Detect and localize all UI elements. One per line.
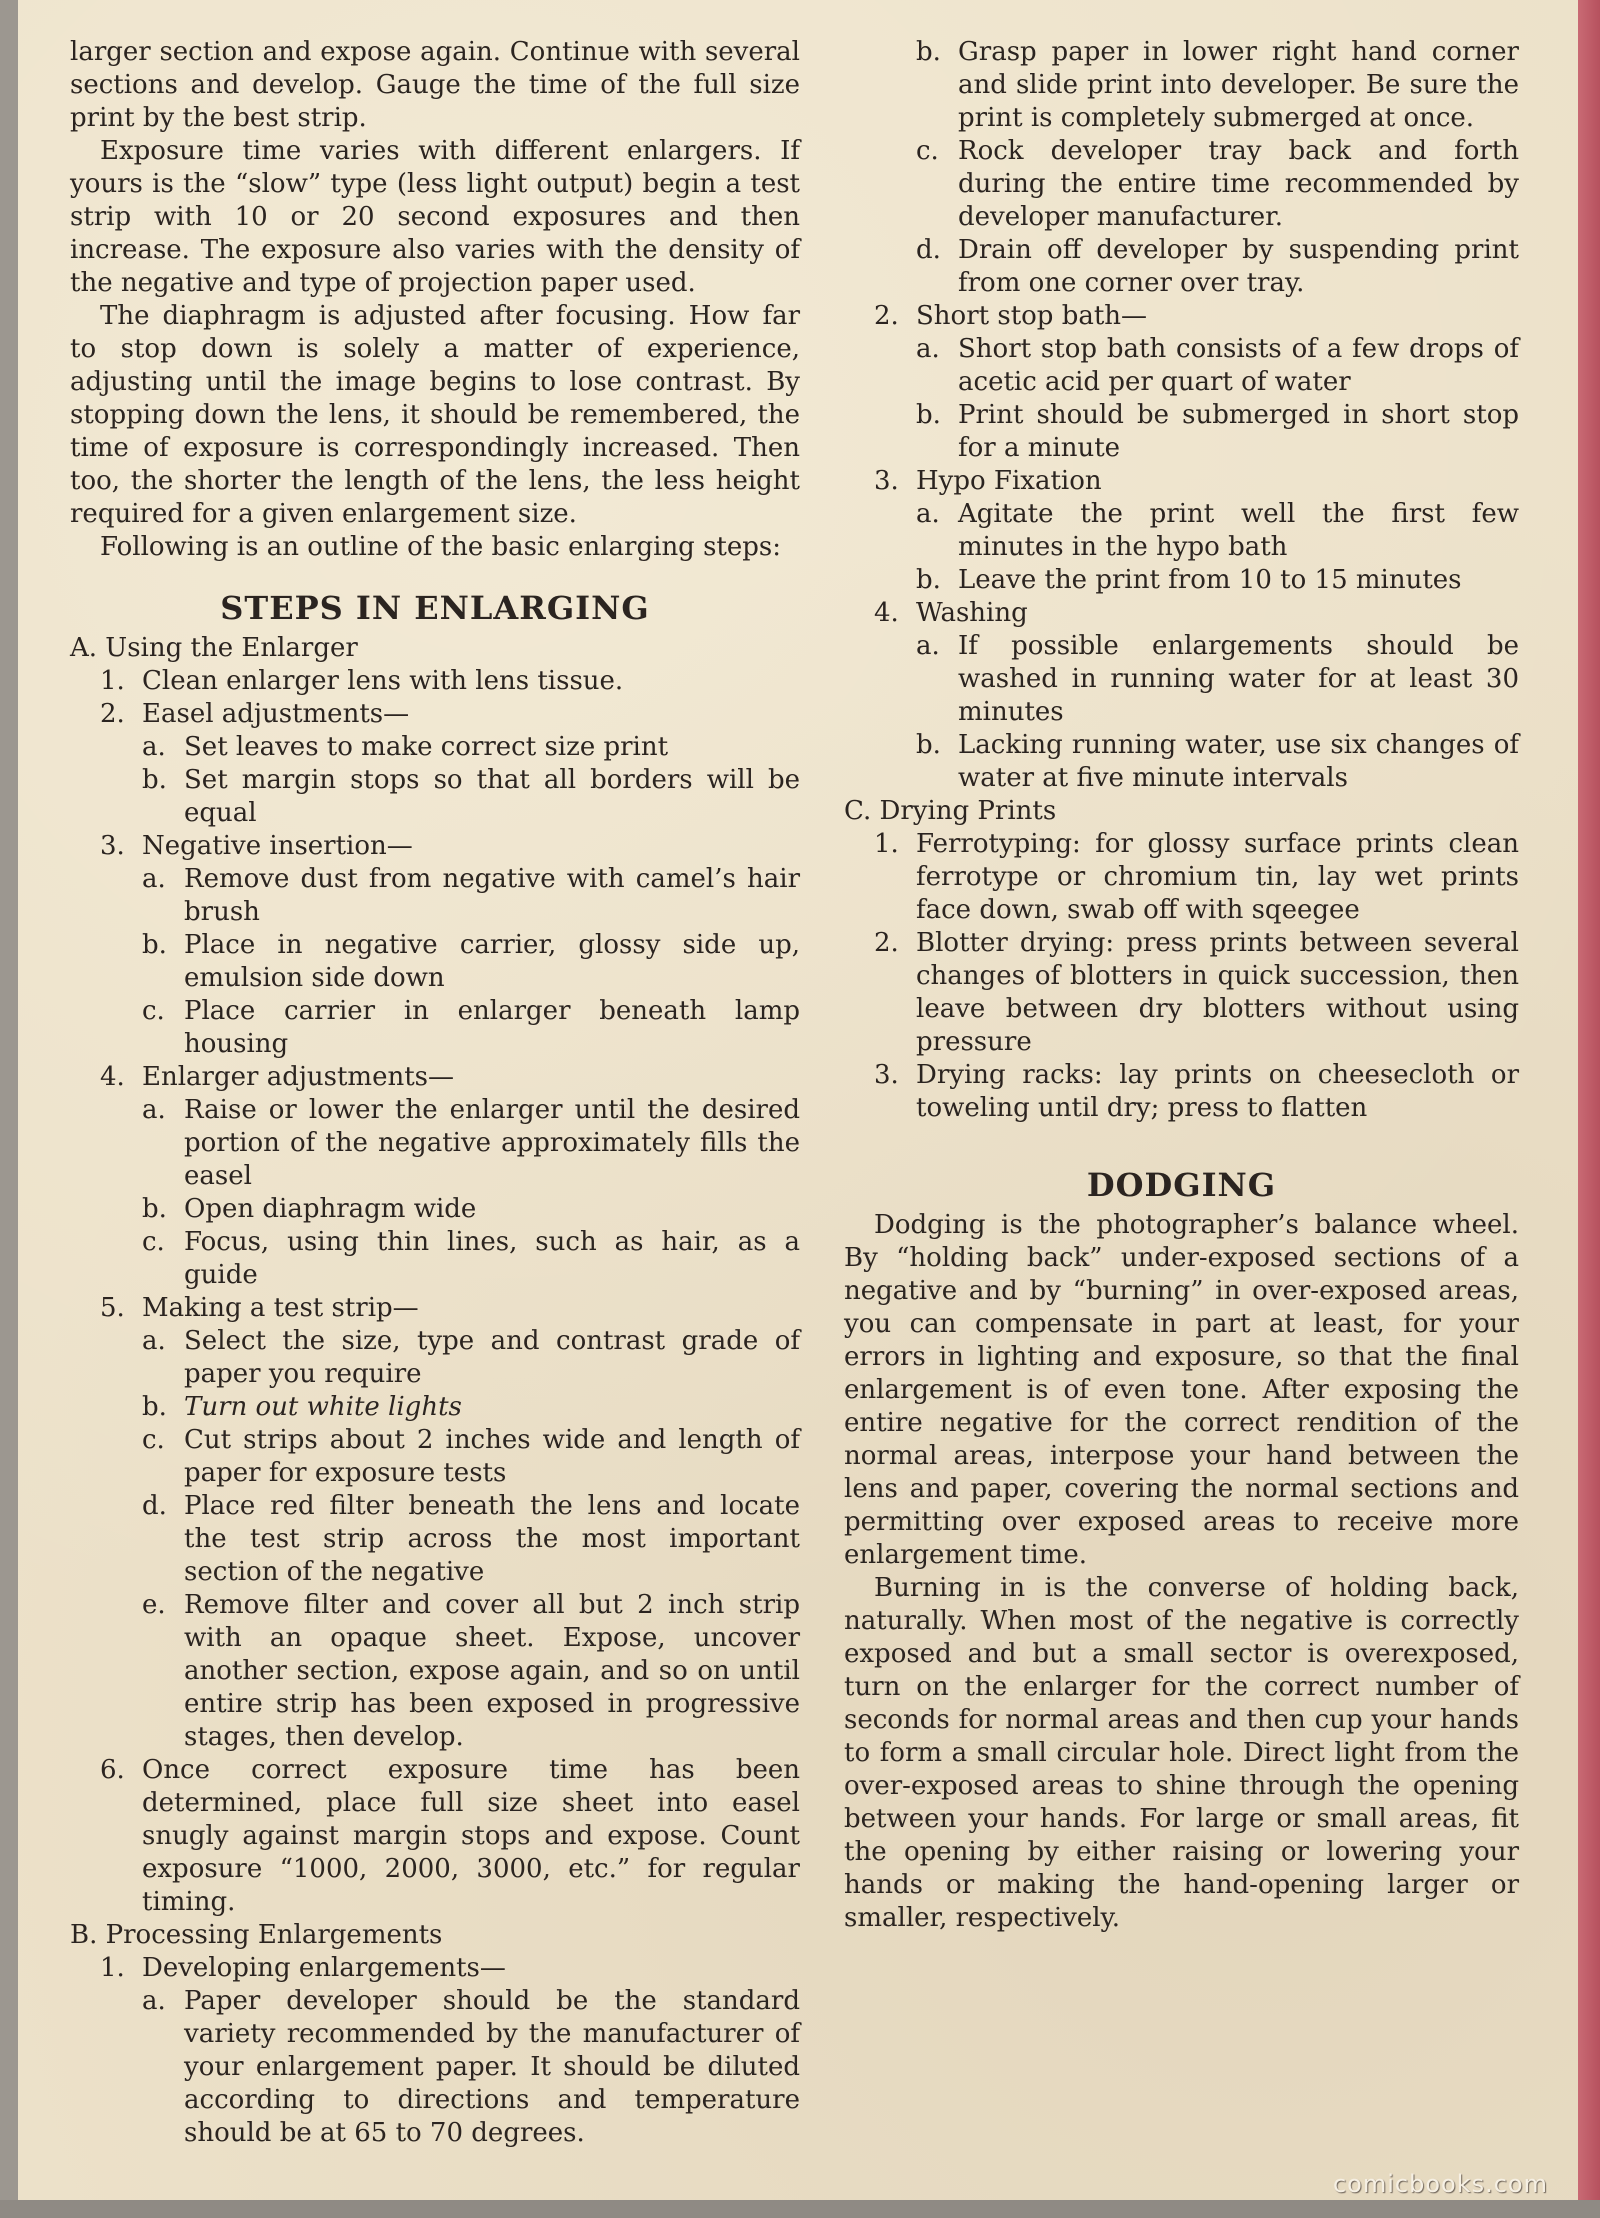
paragraph: Burning in is the converse of holding back, naturally. When most of the negative is correctly exposed and but a small sector is overexposed, turn on the enlarger for the correct number of seconds for normal areas and then cup your hands to form a small circular hole. Direct light from the over-exposed areas to shine through the opening between your hands. For large or small areas, fit the opening by either raising or lowering your hands or making the hand-opening larger or smaller, respectively. bbox=[844, 1573, 1519, 1933]
outline-section: C. Drying Prints bbox=[844, 796, 1057, 826]
list-item: a. If possible enlargements should be washed in running water for at least 30 minutes bbox=[916, 631, 1519, 727]
list-item: b. Print should be submerged in short stop for a minute bbox=[916, 400, 1519, 463]
list-item: c. Place carrier in enlarger beneath lamp housing bbox=[142, 996, 800, 1059]
page-edge bbox=[1578, 0, 1600, 2218]
section-heading: STEPS IN ENLARGING bbox=[220, 589, 650, 627]
list-item: b. Open diaphragm wide bbox=[142, 1194, 477, 1224]
list-item: 4. Washing bbox=[874, 598, 1028, 628]
page-edge bbox=[0, 2200, 1600, 2218]
list-item: a. Agitate the print well the first few minutes in the hypo bath bbox=[916, 499, 1519, 562]
paragraph: The diaphragm is adjusted after focusing. How far to stop down is solely a matter of experience, adjusting until the image begins to lose contrast. By stopping down the lens, it should be remembered, the time of exposure is correspondingly increased. Then too, the shorter the length of the lens, the less height required for a given enlargement size. bbox=[70, 301, 800, 529]
list-item: a. Raise or lower the enlarger until the desired portion of the negative approximately fills the easel bbox=[142, 1095, 800, 1191]
list-item: d. Place red filter beneath the lens and locate the test strip across the most important section of the negative bbox=[142, 1491, 800, 1587]
list-item: 2. Easel adjustments— bbox=[100, 699, 410, 729]
list-item: b. Leave the print from 10 to 15 minutes bbox=[916, 565, 1462, 595]
list-item: 5. Making a test strip— bbox=[100, 1293, 419, 1323]
list-item: 2. Short stop bath— bbox=[874, 301, 1148, 331]
paragraph: Dodging is the photographer’s balance wheel. By “holding back” under-exposed sections of a negative and by “burning” in over-exposed areas, you can compensate in part at least, for your errors in lighting and exposure, so that the final enlargement is of even tone. After exposing the entire negative for the correct rendition of the normal areas, interpose your hand between the lens and paper, covering the normal sections and permitting over exposed areas to receive more enlargement time. bbox=[844, 1210, 1519, 1570]
list-item: 3. Negative insertion— bbox=[100, 831, 413, 861]
list-item: a. Select the size, type and contrast grade of paper you require bbox=[142, 1326, 800, 1389]
right-column bbox=[844, 36, 1519, 1935]
list-item: 1. Ferrotyping: for glossy surface prints clean ferrotype or chromium tin, lay wet prints face down, swab off with sqeegee bbox=[874, 829, 1519, 925]
list-item: 6. Once correct exposure time has been determined, place full size sheet into easel snugly against margin stops and expose. Count exposure “1000, 2000, 3000, etc.” for regular timing. bbox=[100, 1755, 800, 1917]
section-heading: DODGING bbox=[1086, 1166, 1277, 1204]
list-item: 1. Clean enlarger lens with lens tissue. bbox=[100, 666, 624, 696]
list-item: c. Rock developer tray back and forth during the entire time recommended by developer manufacturer. bbox=[916, 136, 1519, 232]
watermark: comicbooks.com bbox=[1332, 2170, 1548, 2198]
list-item: c. Focus, using thin lines, such as hair, as a guide bbox=[142, 1227, 800, 1290]
list-item: b. Place in negative carrier, glossy side up, emulsion side down bbox=[142, 930, 800, 993]
list-item: b. Set margin stops so that all borders will be equal bbox=[142, 765, 800, 828]
list-item: 3. Hypo Fixation bbox=[874, 466, 1102, 496]
list-item: b. Grasp paper in lower right hand corner and slide print into developer. Be sure the print is completely submerged at once. bbox=[916, 37, 1519, 133]
list-item: 2. Blotter drying: press prints between several changes of blotters in quick succession, then leave between dry blotters without using pressure bbox=[874, 928, 1519, 1057]
paragraph: Following is an outline of the basic enlarging steps: bbox=[100, 532, 782, 562]
list-item: b. Turn out white lights bbox=[142, 1392, 462, 1422]
outline-section: B. Processing Enlargements bbox=[70, 1920, 443, 1950]
list-item: a. Paper developer should be the standard variety recommended by the manufacturer of your enlargement paper. It should be diluted according to directions and temperature should be at 65 to 70 degrees. bbox=[142, 1986, 800, 2148]
list-item: a. Remove dust from negative with camel’s hair brush bbox=[142, 864, 800, 927]
list-item: a. Set leaves to make correct size print bbox=[142, 732, 669, 762]
list-item: a. Short stop bath consists of a few drops of acetic acid per quart of water bbox=[916, 334, 1519, 397]
list-item: 3. Drying racks: lay prints on cheesecloth or toweling until dry; press to flatten bbox=[874, 1060, 1519, 1123]
page bbox=[18, 0, 1580, 2200]
left-column bbox=[70, 36, 800, 2150]
paragraph: Exposure time varies with different enlargers. If yours is the “slow” type (less light output) begin a test strip with 10 or 20 second exposures and then increase. The exposure also varies with the density of the negative and type of projection paper used. bbox=[70, 136, 800, 298]
list-item: b. Lacking running water, use six changes of water at five minute intervals bbox=[916, 730, 1519, 793]
list-item: 1. Developing enlargements— bbox=[100, 1953, 506, 1983]
list-item: d. Drain off developer by suspending print from one corner over tray. bbox=[916, 235, 1519, 298]
outline-section: A. Using the Enlarger bbox=[70, 633, 358, 663]
paragraph: larger section and expose again. Continue with several sections and develop. Gauge the time of the full size print by the best strip. bbox=[70, 37, 800, 133]
list-item: c. Cut strips about 2 inches wide and length of paper for exposure tests bbox=[142, 1425, 800, 1488]
list-item: e. Remove filter and cover all but 2 inch strip with an opaque sheet. Expose, uncover another section, expose again, and so on until entire strip has been exposed in progressive stages, then develop. bbox=[142, 1590, 800, 1752]
list-item: 4. Enlarger adjustments— bbox=[100, 1062, 455, 1092]
